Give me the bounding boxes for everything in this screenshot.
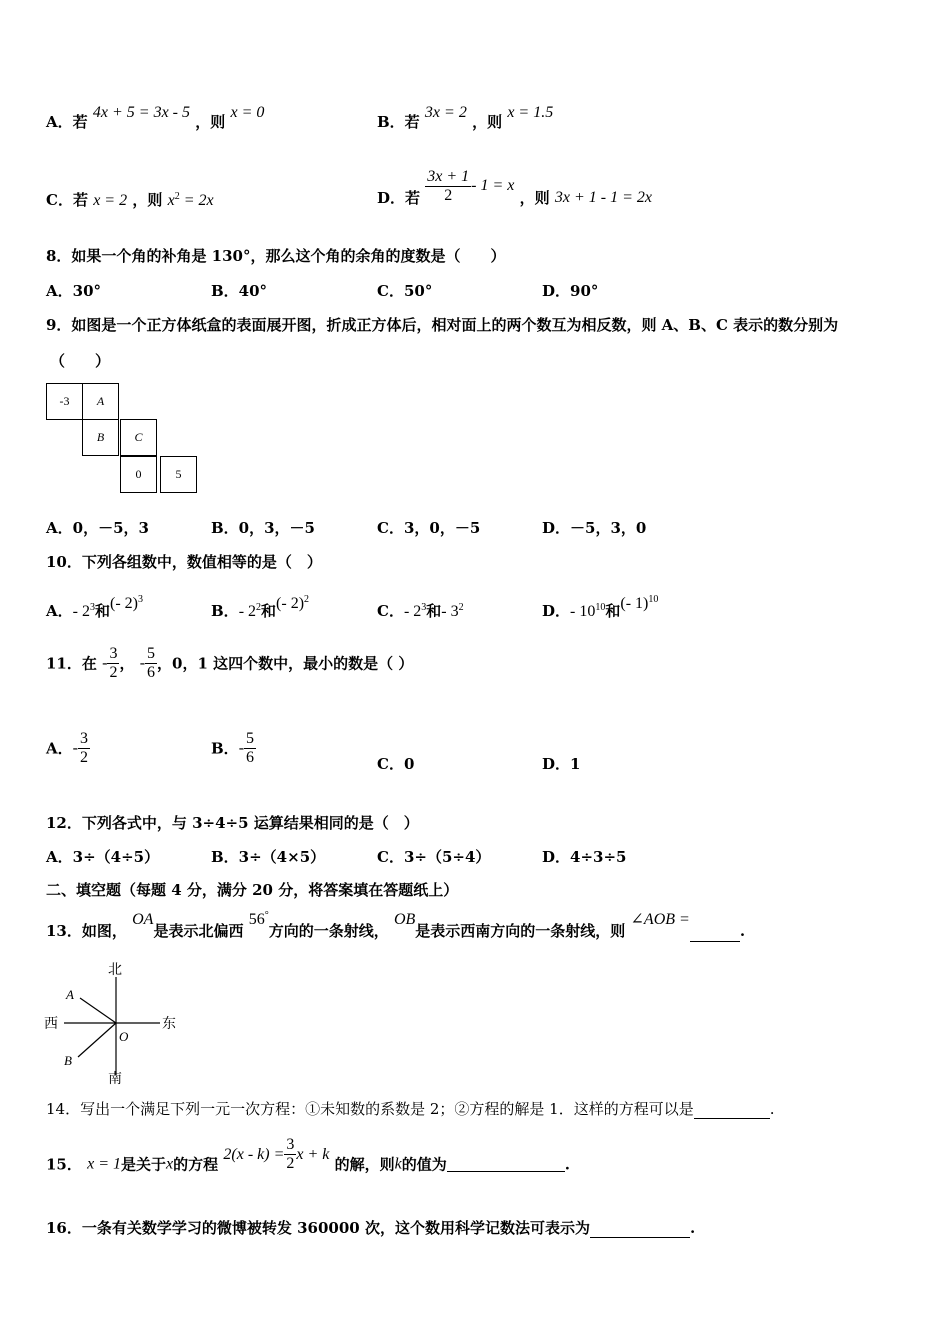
label-b: B <box>64 1053 72 1068</box>
q9-option-b: B．0，3，－5 <box>211 519 315 537</box>
compass-diagram <box>40 955 190 1085</box>
q12-option-d: D．4÷3÷5 <box>542 848 627 866</box>
q15-answer-blank[interactable] <box>447 1157 565 1172</box>
q7-option-c: C．若 x = 2 ，则 $x^2 = 2x$ <box>46 191 214 209</box>
q8-option-c: C．50° <box>377 282 433 300</box>
q16-answer-blank[interactable] <box>590 1223 690 1238</box>
q14-answer-blank[interactable] <box>694 1104 770 1119</box>
net-cell-c: C <box>120 419 157 456</box>
q13-answer-blank[interactable] <box>690 927 740 942</box>
q7-d-fraction: $\frac{3x + 1}{2}$ <box>427 167 470 204</box>
section-heading: 二、填空题（每题 4 分，满分 20 分，将答案填在答题纸上） <box>46 881 459 899</box>
q9-option-a: A．0，－5，3 <box>46 519 149 537</box>
label-o: O <box>119 1029 129 1044</box>
q7-b-ans: x = 1.5 <box>507 104 554 121</box>
net-cell-b: B <box>82 419 119 456</box>
q11-option-a: A．- $\frac{3}{2}$ <box>46 730 88 766</box>
q11-option-c: C．0 <box>377 755 415 773</box>
q8-option-d: D．90° <box>542 282 599 300</box>
q12-option-b: B．3÷（4×5） <box>211 848 326 866</box>
q10-option-a: A．- $2^3$和(- 2)$^3$ <box>46 594 143 620</box>
q11-option-d: D．1 <box>542 755 581 773</box>
q10-option-d: D．- $10^{10}$和(- 1)$^{10}$ <box>542 594 659 620</box>
ray-oa <box>80 998 116 1023</box>
net-cell-a: A <box>82 383 119 420</box>
q9-paren: （ ） <box>50 352 111 370</box>
q14-stem: 14．写出一个满足下列一元一次方程：①未知数的系数是 2；②方程的解是 1．这样的方程可以是 . <box>46 1100 775 1118</box>
label-south: 南 <box>108 1071 122 1085</box>
q10-option-c: C．- $2^3$和- $3^2$ <box>377 602 464 620</box>
q7-a-ans: x = 0 <box>230 104 265 121</box>
label-a: A <box>66 987 74 1002</box>
q13-stem: 13．如图， OA是表示北偏西 56°方向的一条射线， OB是表示西南方向的一条射线，则 ∠AOB =. <box>46 910 746 940</box>
q7-option-d: D．若 $\frac{3x + 1}{2}$ - 1 = x ，则 3x + 1 - 1 = 2x <box>377 167 652 207</box>
label-east: 东 <box>162 1016 176 1032</box>
q15-stem: 15． x = 1是关于x的方程 2(x - k) = $\frac{3}{2}$ x + k 的解，则k的值为 . <box>46 1136 570 1174</box>
q9-option-d: D．－5，3，0 <box>542 519 647 537</box>
q12-option-a: A．3÷（4÷5） <box>46 848 160 866</box>
q7-option-b: B．若 3x = 2 ，则 x = 1.5 <box>377 104 554 131</box>
label-west: 西 <box>44 1016 58 1032</box>
q8-option-b: B．40° <box>211 282 268 300</box>
q12-stem: 12．下列各式中，与 3÷4÷5 运算结果相同的是（ ） <box>46 814 419 832</box>
q12-option-c: C．3÷（5÷4） <box>377 848 491 866</box>
ray-ob <box>78 1023 116 1057</box>
label-north: 北 <box>108 962 122 978</box>
q7-b-eq: 3x = 2 <box>424 104 467 121</box>
net-cell-5: 5 <box>160 456 197 493</box>
net-cell-neg3: -3 <box>46 383 83 420</box>
q10-stem: 10．下列各组数中，数值相等的是（ ） <box>46 553 322 571</box>
q10-option-b: B．- $2^2$和(- 2)$^2$ <box>211 594 310 620</box>
q9-stem: 9．如图是一个正方体纸盒的表面展开图，折成正方体后，相对面上的两个数互为相反数，则 A、B、C 表示的数分别为 <box>46 316 839 334</box>
q8-stem: 8．如果一个角的补角是 130°，那么这个角的余角的度数是（ ） <box>46 247 506 265</box>
q9-option-c: C．3，0，－5 <box>377 519 481 537</box>
q7-option-a: A．若 4x + 5 = 3x - 5 ，则 x = 0 <box>46 104 265 131</box>
q11-stem: 11．在 - $\frac{3}{2}$ ， - $\frac{5}{6}$ ，0，1 这四个数中，最小的数是（ ） <box>46 645 414 681</box>
q11-option-b: B．- $\frac{5}{6}$ <box>211 730 255 766</box>
net-cell-0: 0 <box>120 456 157 493</box>
q8-option-a: A．30° <box>46 282 102 300</box>
q16-stem: 16．一条有关数学学习的微博被转发 360000 次，这个数用科学记数法可表示为 . <box>46 1219 696 1237</box>
q7-a-eq: 4x + 5 = 3x - 5 <box>92 104 190 121</box>
